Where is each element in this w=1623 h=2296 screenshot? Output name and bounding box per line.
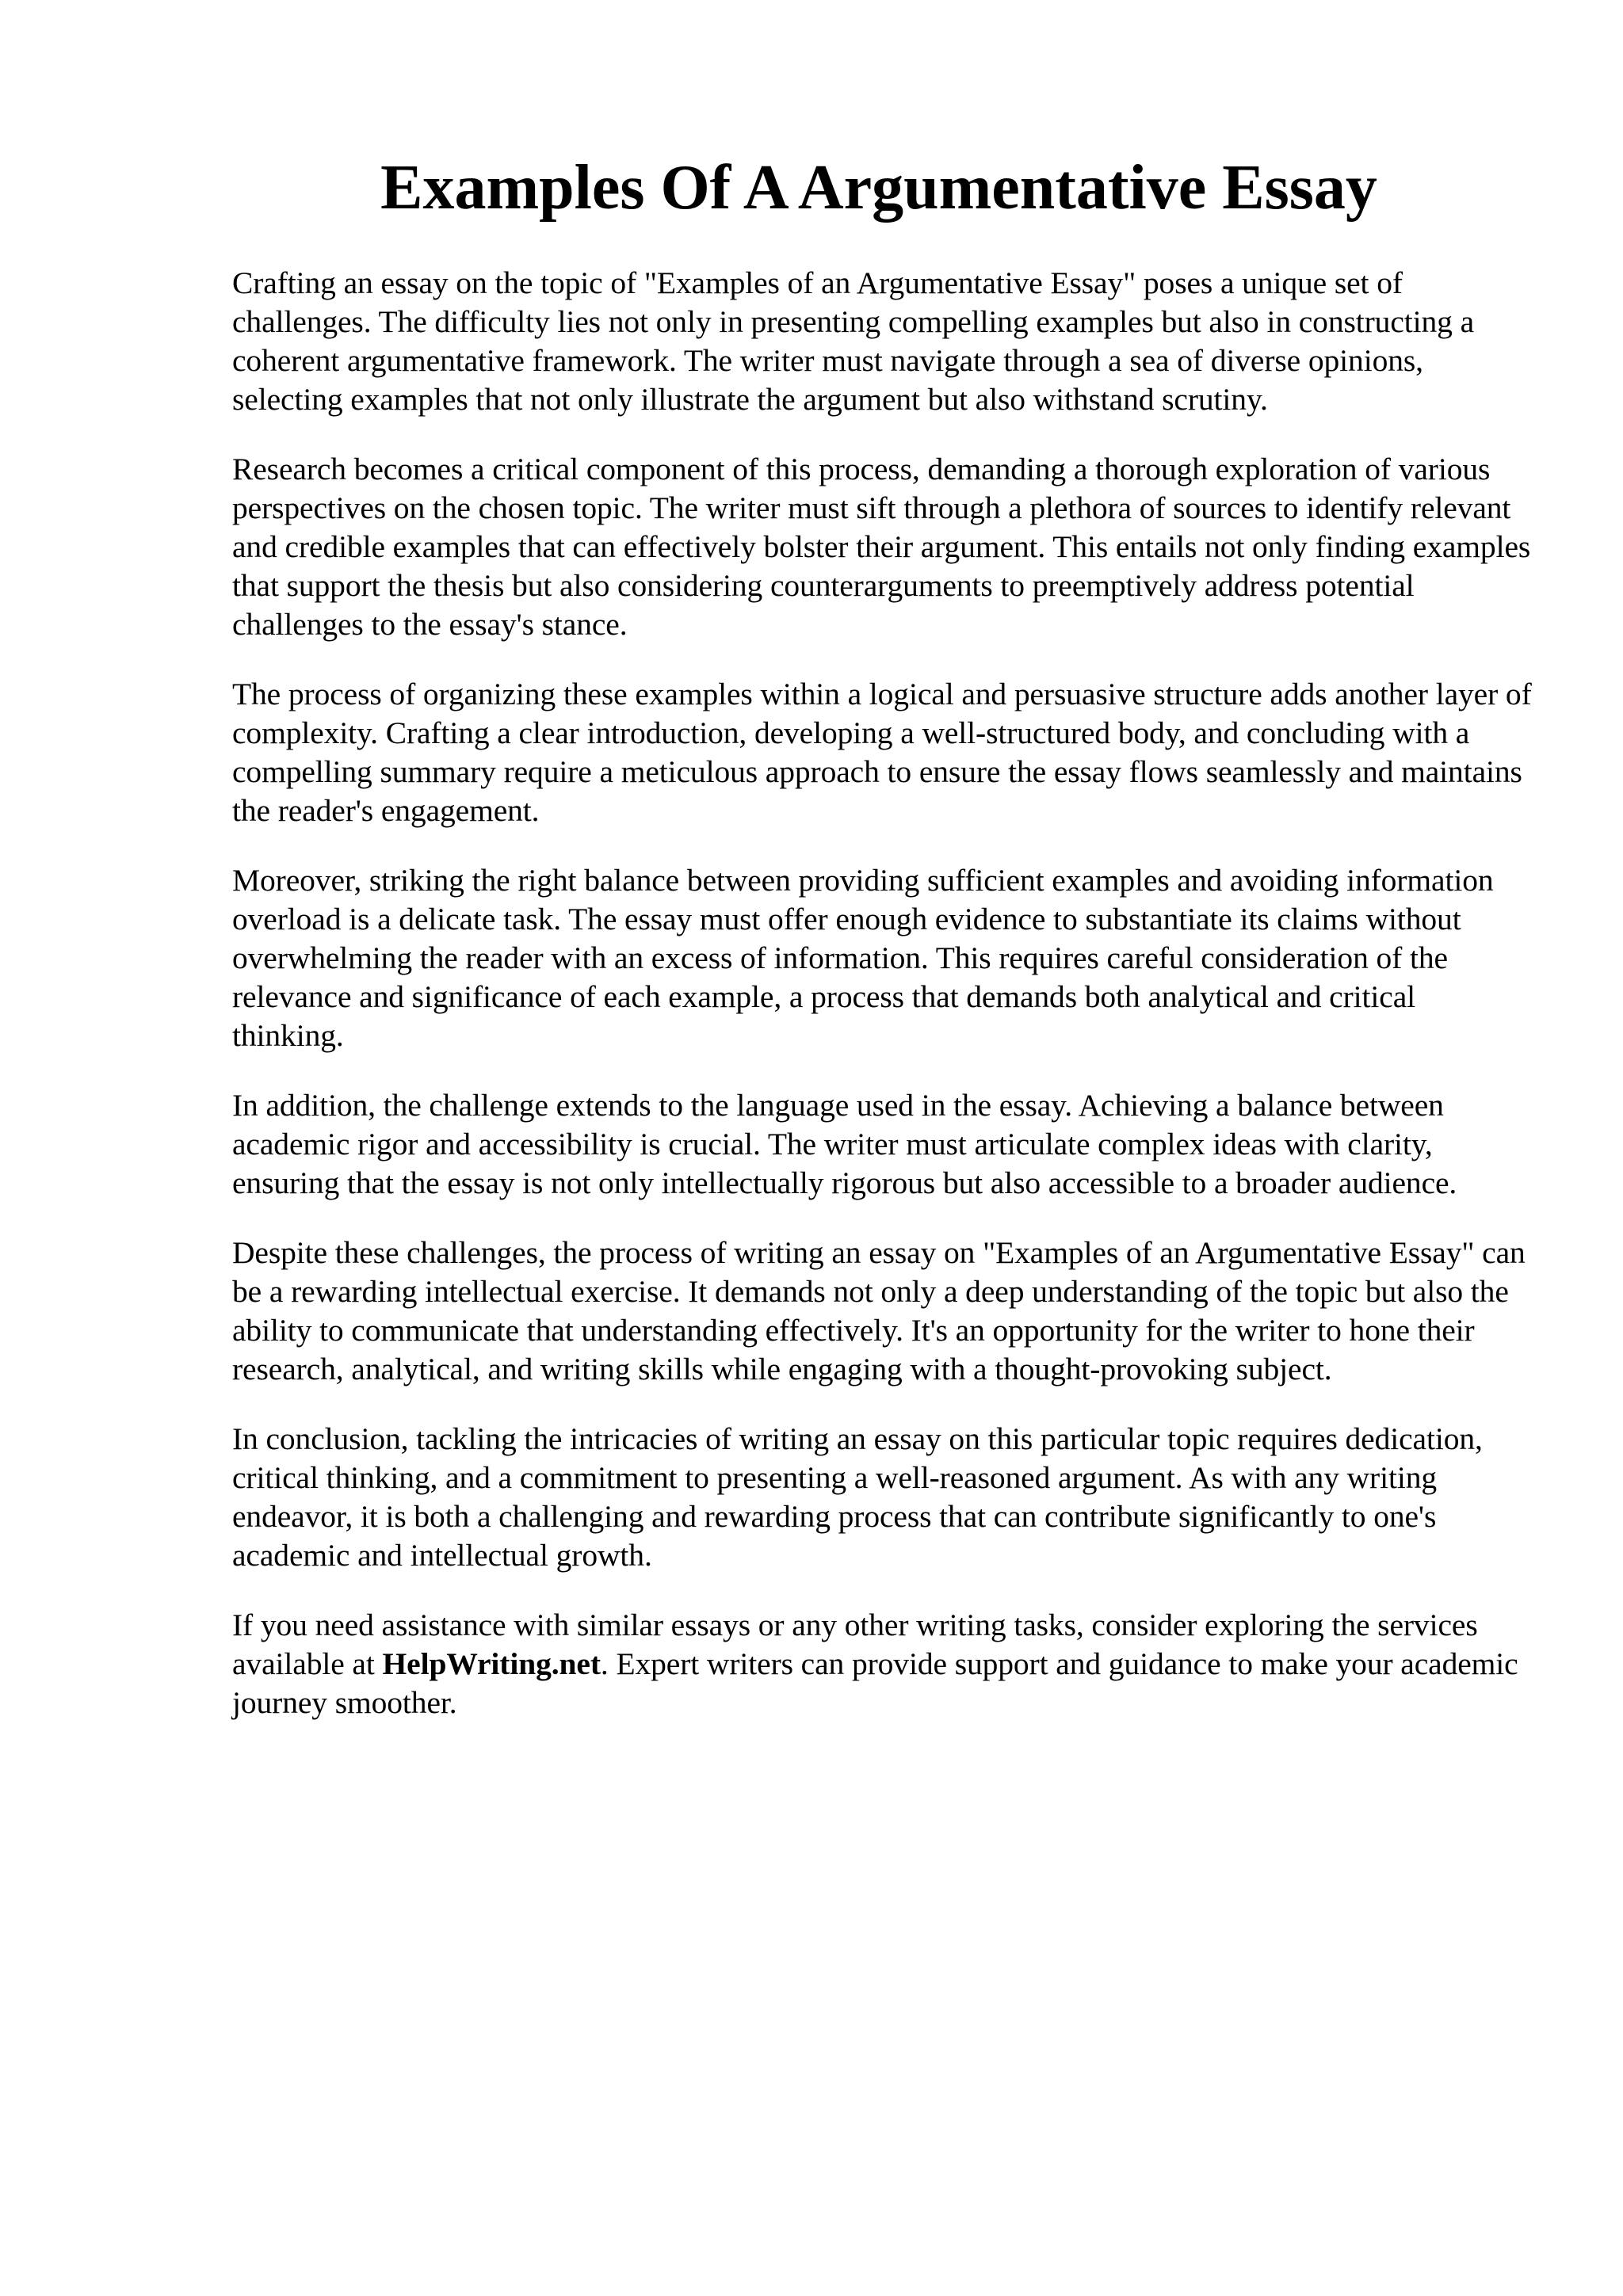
document-body	[232, 264, 1532, 1753]
paragraph-4: Moreover, striking the right balance between providing sufficient examples and avoiding information overload is a delicate task. The essay must offer enough evidence to substantiate its claims without overwhelming the reader with an excess of information. This requires careful consideration of the relevance and significance of each example, a process that demands both analytical and critical thinking.	[232, 863, 1494, 1053]
document-title: Examples Of A Argumentative Essay	[380, 153, 1377, 223]
paragraph-7: In conclusion, tackling the intricacies of writing an essay on this particular topic requires dedication, critical thinking, and a commitment to presenting a well-reasoned argument. As with any writing endeavor, it is both a challenging and rewarding process that can contribute significantly to one's academic and intellectual growth.	[232, 1421, 1483, 1573]
helpwriting-link[interactable]: HelpWriting.net	[382, 1646, 601, 1681]
paragraph-3: The process of organizing these examples within a logical and persuasive structure adds another layer of complexity. Crafting a clear introduction, developing a well-structured body, and concluding with a compelling summary require a meticulous approach to ensure the essay flows seamlessly and maintains the reader's engagement.	[232, 677, 1532, 828]
paragraph-2: Research becomes a critical component of this process, demanding a thorough exploration of various perspectives on the chosen topic. The writer must sift through a plethora of sources to identify relevant and credible examples that can effectively bolster their argument. This entails not only finding examples that support the thesis but also considering counterarguments to preemptively address potential challenges to the essay's stance.	[232, 452, 1531, 642]
closing-paragraph	[232, 1606, 1532, 1722]
paragraph-6: Despite these challenges, the process of writing an essay on "Examples of an Argumentative Essay" can be a rewarding intellectual exercise. It demands not only a deep understanding of the topic but also the ability to communicate that understanding effectively. It's an opportunity for the writer to hone their research, analytical, and writing skills while engaging with a thought-provoking subject.	[232, 1235, 1526, 1386]
closing-text-before: If you need assistance with similar essays or any other writing tasks, consider exploring the services available at	[232, 1608, 1478, 1681]
paragraph-1: Crafting an essay on the topic of "Examples of an Argumentative Essay" poses a unique set of challenges. The difficulty lies not only in presenting compelling examples but also in constructing a coherent argumentative framework. The writer must navigate through a sea of diverse opinions, selecting examples that not only illustrate the argument but also withstand scrutiny.	[232, 265, 1475, 417]
paragraph-5: In addition, the challenge extends to the language used in the essay. Achieving a balance between academic rigor and accessibility is crucial. The writer must articulate complex ideas with clarity, ensuring that the essay is not only intellectually rigorous but also accessible to a broader audience.	[232, 1088, 1457, 1200]
closing-text-after: . Expert writers can provide support and guidance to make your academic journey smoother.	[232, 1646, 1518, 1720]
